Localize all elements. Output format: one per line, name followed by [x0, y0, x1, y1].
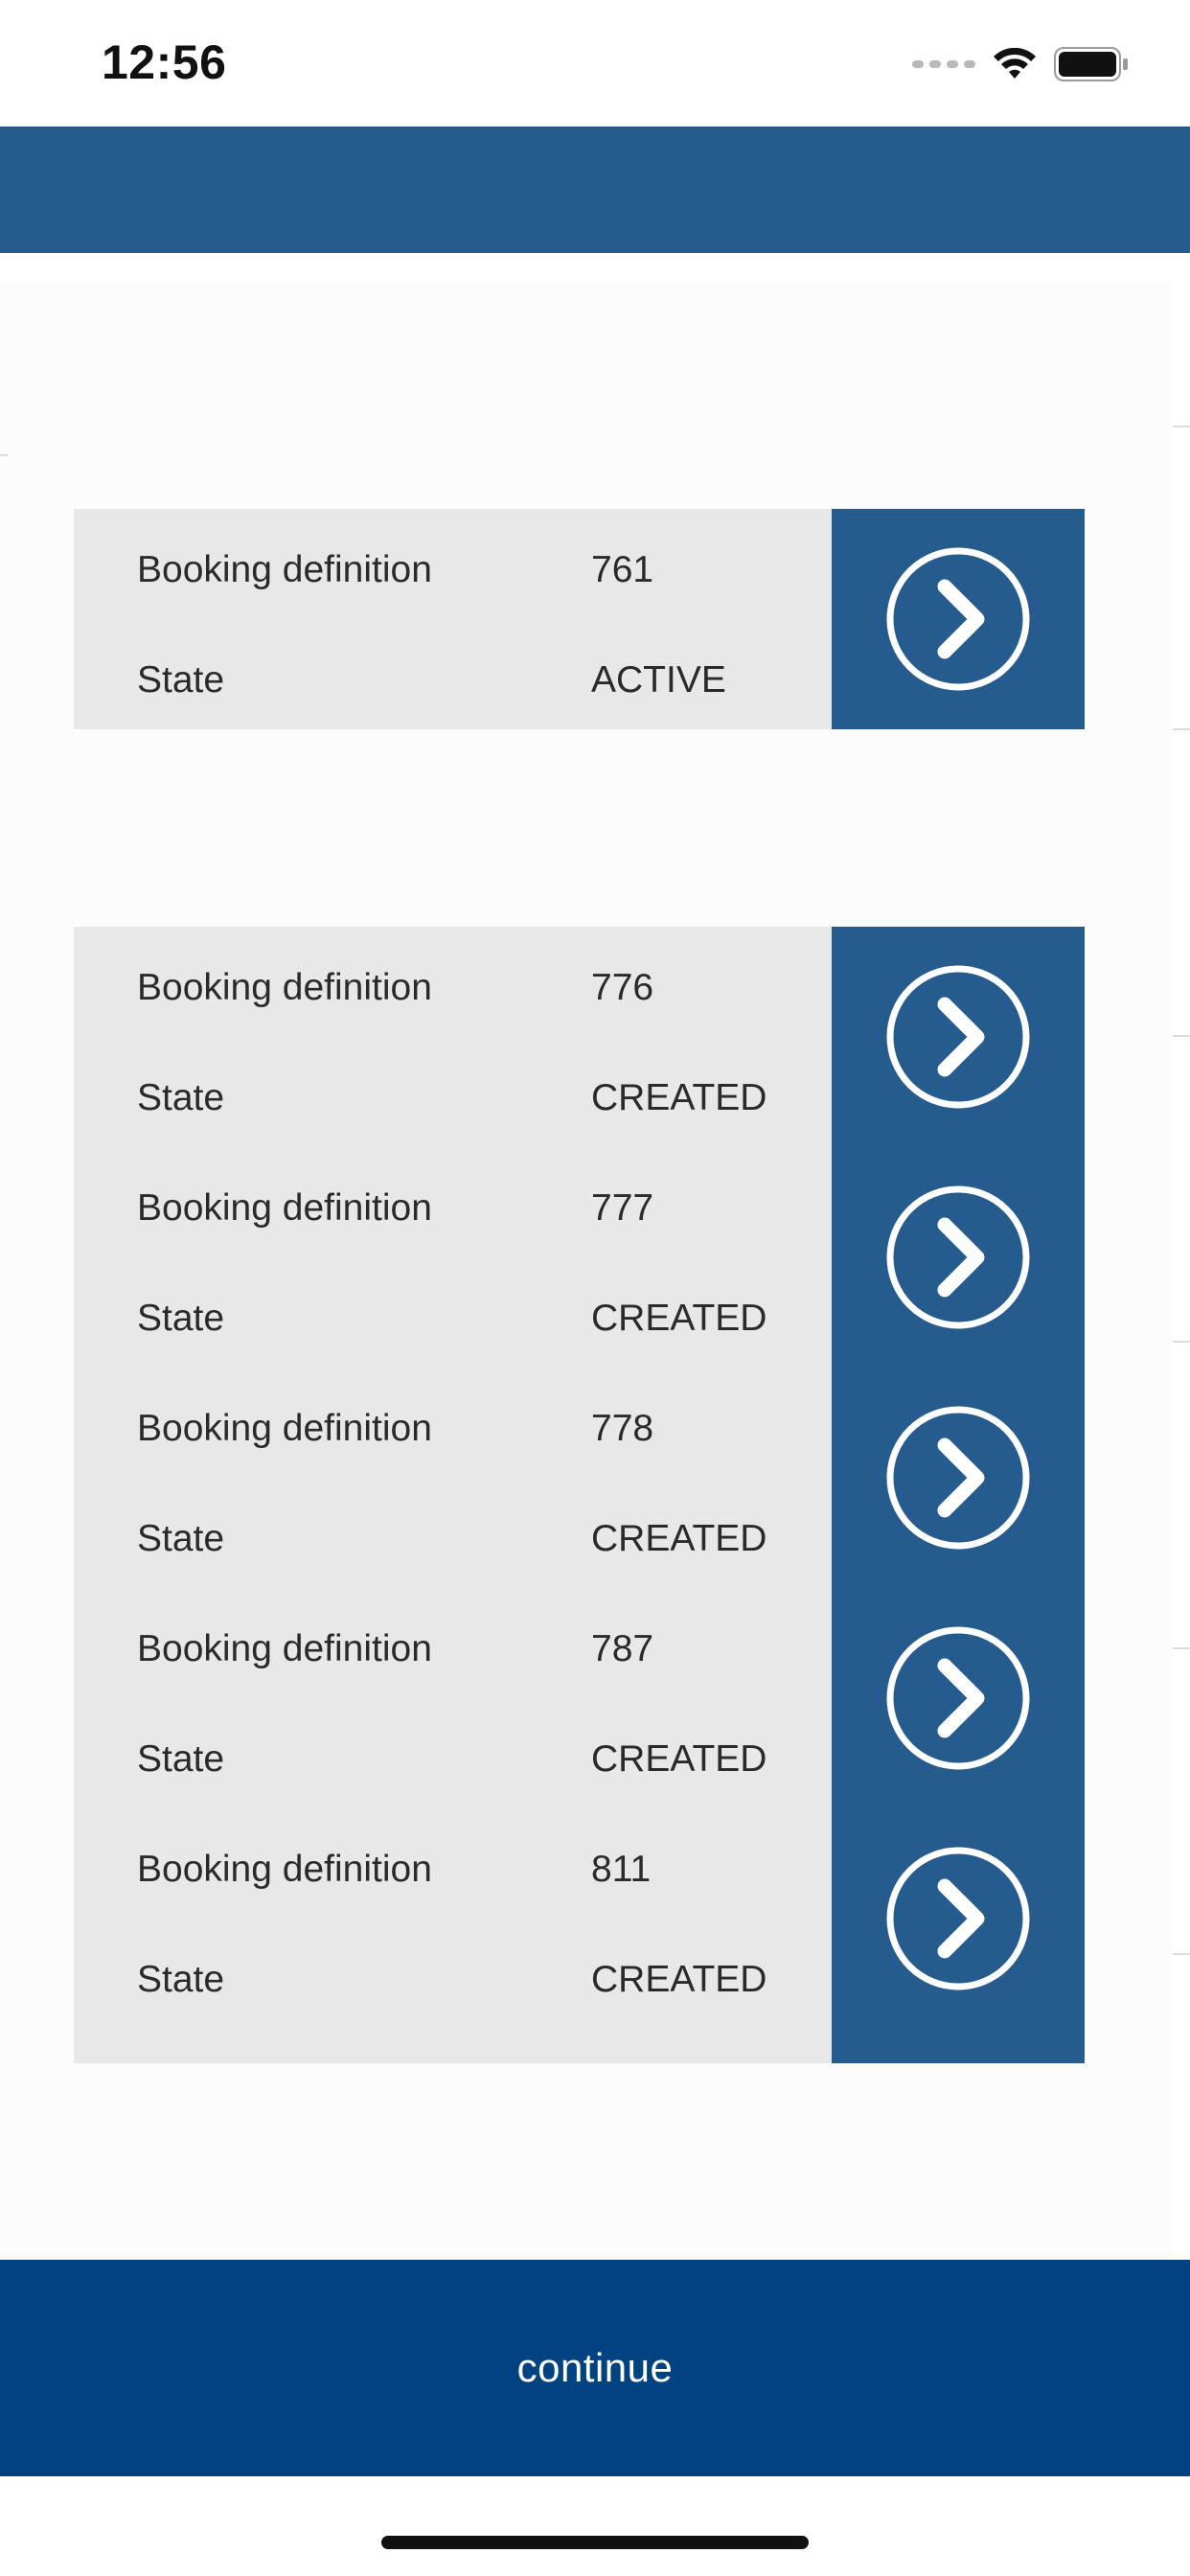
state-value: CREATED	[591, 1518, 767, 1559]
chevron-right-circle-icon	[885, 964, 1031, 1110]
booking-card-created	[74, 927, 1085, 2063]
open-booking-button[interactable]	[832, 1588, 1085, 1808]
state-label: State	[137, 1518, 225, 1559]
divider	[1173, 728, 1190, 730]
booking-row	[74, 1808, 832, 2000]
open-booking-button[interactable]	[832, 1147, 1085, 1368]
wifi-icon	[993, 48, 1037, 80]
state-value: CREATED	[591, 1959, 767, 2000]
state-label: State	[137, 1738, 225, 1780]
chevron-right-circle-icon	[885, 1625, 1031, 1771]
booking-row	[74, 1368, 832, 1559]
booking-definition-label: Booking definition	[137, 1187, 432, 1229]
state-label: State	[137, 1298, 225, 1339]
continue-button[interactable]	[0, 2260, 1190, 2476]
booking-definition-value: 761	[591, 549, 654, 590]
divider	[0, 454, 8, 456]
booking-definition-value: 778	[591, 1408, 654, 1449]
state-label: State	[137, 659, 225, 701]
divider	[1173, 1035, 1190, 1037]
chevron-right-circle-icon	[885, 1184, 1031, 1330]
booking-definition-value: 811	[591, 1849, 652, 1890]
booking-card-active	[74, 509, 1085, 729]
booking-definition-value: 787	[591, 1628, 654, 1669]
state-value: CREATED	[591, 1298, 767, 1339]
state-label: State	[137, 1959, 225, 2000]
home-indicator[interactable]	[381, 2536, 809, 2549]
continue-label: continue	[516, 2345, 674, 2390]
booking-definition-label: Booking definition	[137, 1849, 432, 1890]
booking-definition-label: Booking definition	[137, 549, 432, 590]
booking-row	[74, 1147, 832, 1339]
state-value: CREATED	[591, 1738, 767, 1780]
divider	[1173, 1341, 1190, 1343]
booking-definition-label: Booking definition	[137, 1628, 432, 1669]
status-time: 12:56	[102, 35, 227, 89]
state-value: ACTIVE	[591, 659, 726, 701]
booking-definition-value: 776	[591, 967, 654, 1008]
open-booking-button[interactable]	[832, 509, 1085, 729]
content-area	[0, 253, 1190, 2260]
chevron-right-circle-icon	[885, 546, 1031, 692]
chevron-right-circle-icon	[885, 1405, 1031, 1551]
state-label: State	[137, 1077, 225, 1118]
booking-definition-label: Booking definition	[137, 1408, 432, 1449]
status-bar	[0, 0, 1190, 126]
booking-row	[74, 509, 832, 701]
status-icons	[912, 40, 1129, 88]
booking-row	[74, 927, 832, 1118]
open-booking-button[interactable]	[832, 927, 1085, 1147]
booking-definition-value: 777	[591, 1187, 654, 1229]
top-header-bar	[0, 126, 1190, 253]
cellular-signal-icon	[912, 60, 975, 68]
divider	[1173, 1953, 1190, 1955]
chevron-right-circle-icon	[885, 1846, 1031, 1991]
divider	[1173, 426, 1190, 427]
booking-row	[74, 1588, 832, 1780]
battery-icon	[1054, 47, 1129, 81]
open-booking-button[interactable]	[832, 1808, 1085, 2029]
divider	[1173, 1647, 1190, 1649]
state-value: CREATED	[591, 1077, 767, 1118]
open-booking-button[interactable]	[832, 1368, 1085, 1588]
booking-definition-label: Booking definition	[137, 967, 432, 1008]
